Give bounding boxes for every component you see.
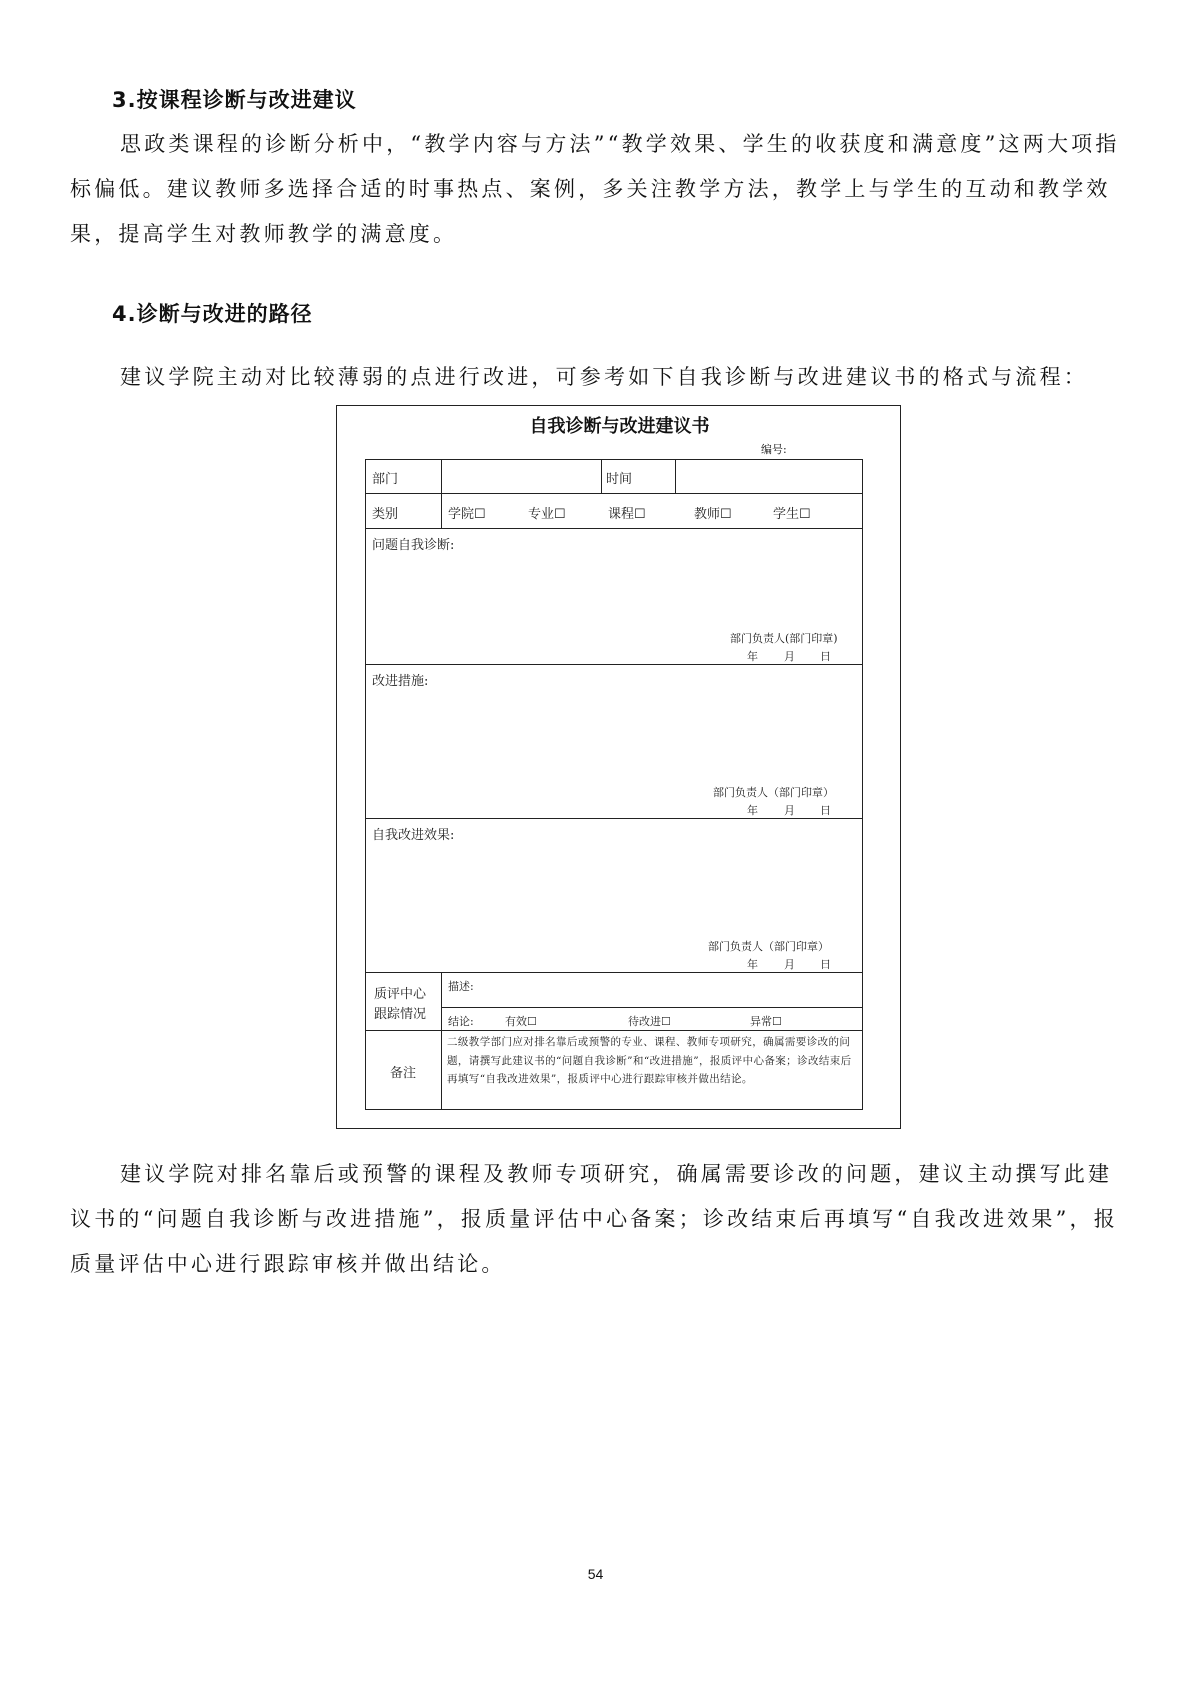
section-4-closing: 建议学院对排名靠后或预警的课程及教师专项研究，确属需要诊改的问题，建议主动撰写此建议书的“问题自我诊断与改进措施”，报质量评估中心备案；诊改结束后再填写“自我改进效果”，报质量评估中心进行跟踪审核并做出结论。 [70, 1162, 1118, 1276]
section-3-paragraph: 思政类课程的诊断分析中，“教学内容与方法”“教学效果、学生的收获度和满意度”这两大项指标偏低。建议教师多选择合适的时事热点、案例，多关注教学方法，教学上与学生的互动和教学效果，提高学生对教师教学的满意度。 [70, 132, 1120, 246]
signature-line: 部门负责人（部门印章） [713, 786, 834, 799]
conclusion-label: 结论: [448, 1015, 474, 1028]
date-year: 年 [747, 958, 758, 971]
section-4-heading: 4.诊断与改进的路径 [112, 302, 313, 326]
conclusion-option: 有效☐ [505, 1015, 537, 1028]
category-label: 类别 [372, 507, 399, 522]
category-option: 专业☐ [528, 507, 566, 522]
category-option: 学生☐ [773, 507, 811, 522]
date-year: 年 [747, 804, 758, 817]
effect-label: 自我改进效果: [372, 828, 455, 843]
form-col-divider [441, 972, 442, 1110]
category-option: 学院☐ [448, 507, 486, 522]
signature-line: 部门负责人（部门印章） [708, 940, 829, 953]
remarks-text: 二级教学部门应对排名靠后或预警的专业、课程、教师专项研究，确属需要诊改的问题，请撰写此建议书的“问题自我诊断”和“改进措施”，报质评中心备案；诊改结束后再填写“自我改进效果”，报质评中心进行跟踪审核并做出结论。 [447, 1036, 852, 1085]
date-month: 月 [784, 804, 795, 817]
signature-line: 部门负责人(部门印章) [730, 632, 838, 645]
form-row-divider [365, 493, 863, 494]
form-col-divider [601, 459, 602, 493]
conclusion-option: 异常☐ [750, 1015, 782, 1028]
form-col-divider [441, 459, 442, 528]
dept-label: 部门 [372, 472, 399, 487]
date-year: 年 [747, 650, 758, 663]
page-number: 54 [587, 1566, 604, 1582]
form-row-divider [365, 664, 863, 665]
form-row-divider [365, 528, 863, 529]
form-number-label: 编号: [761, 443, 787, 456]
date-day: 日 [820, 958, 831, 971]
tracking-label: 跟踪情况 [374, 1007, 427, 1022]
description-label: 描述: [448, 980, 474, 993]
form-row-divider [365, 818, 863, 819]
section-3-heading: 3.按课程诊断与改进建议 [112, 88, 357, 112]
form-title: 自我诊断与改进建议书 [529, 416, 710, 437]
time-label: 时间 [606, 472, 633, 487]
form-row-divider [441, 1007, 863, 1008]
remarks-label: 备注 [390, 1066, 417, 1081]
conclusion-option: 待改进☐ [628, 1015, 671, 1028]
category-option: 教师☐ [694, 507, 732, 522]
date-month: 月 [784, 650, 795, 663]
form-col-divider [675, 459, 676, 493]
date-day: 日 [820, 804, 831, 817]
form-row-divider [365, 1030, 863, 1031]
tracking-label: 质评中心 [374, 987, 427, 1002]
form-row-divider [365, 972, 863, 973]
date-month: 月 [784, 958, 795, 971]
date-day: 日 [820, 650, 831, 663]
section-4-intro: 建议学院主动对比较薄弱的点进行改进，可参考如下自我诊断与改进建议书的格式与流程： [120, 365, 1088, 389]
category-option: 课程☐ [608, 507, 646, 522]
diagnosis-label: 问题自我诊断: [372, 538, 455, 553]
measures-label: 改进措施: [372, 674, 429, 689]
